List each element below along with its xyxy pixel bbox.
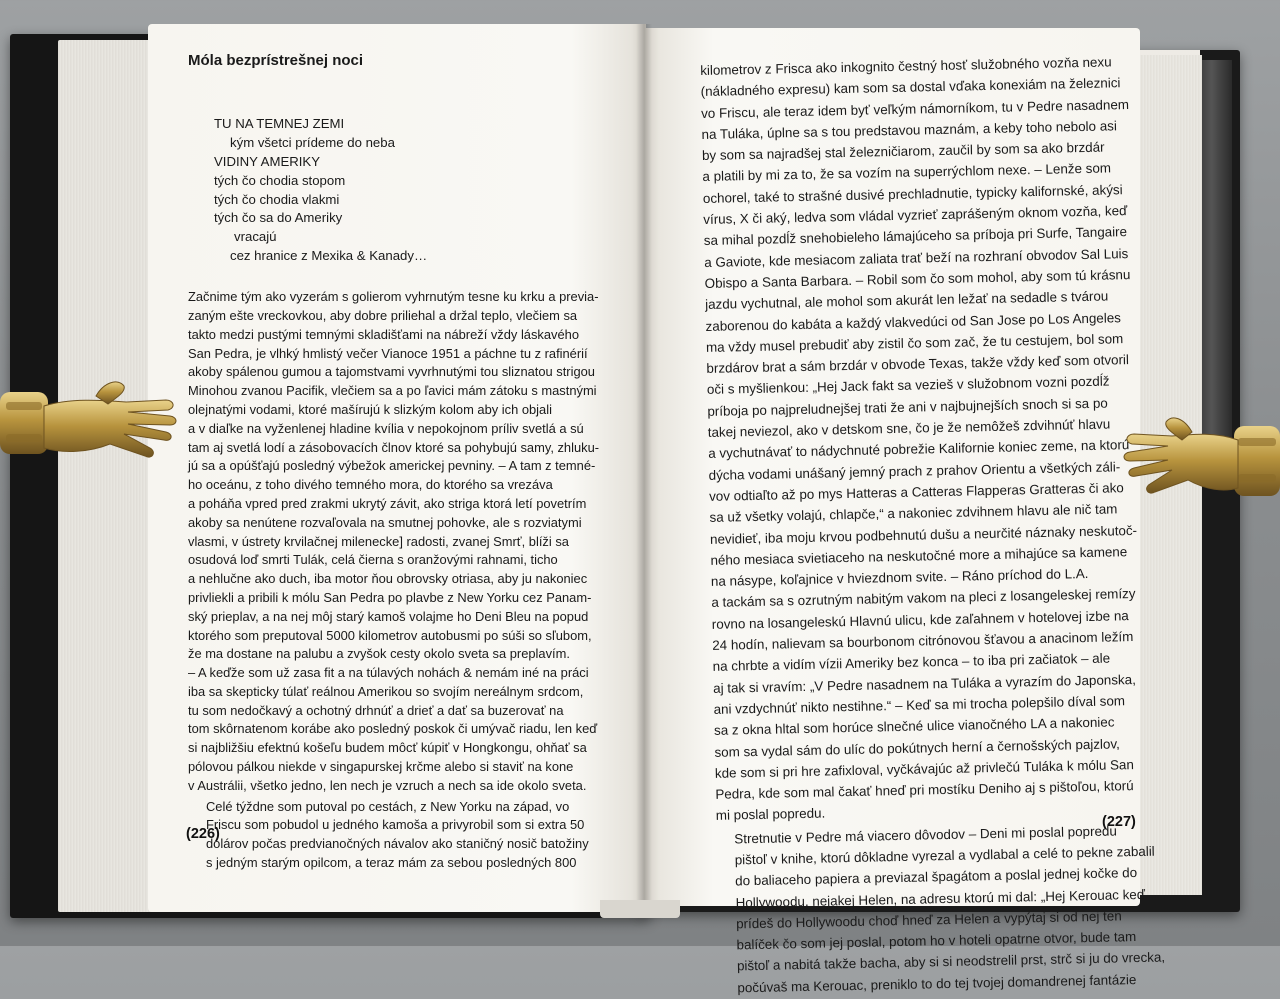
text-line: pólovou pálkou niekde v singapurskej krčme alebo si staviť na kone	[188, 759, 574, 775]
text-line: aj tak si vravím: „V Pedre nasadnem na Tuláka a vyrazím do Japonska,	[712, 671, 1136, 696]
text-line: ma vždy musel prebudiť aby zistil čo som zač, že tu cestujem, bol som	[705, 331, 1124, 355]
text-line: a nehlučne ako duch, iba motor ňou obrovsky otriasa, aby ju nakoniec	[188, 571, 588, 587]
brass-hand-left-icon	[0, 372, 200, 484]
text-line: takto medzi pustými temnými skladišťami na nábreží vždy láskavého	[188, 326, 579, 342]
poem-line: tých čo sa do Ameriky	[214, 210, 343, 226]
text-line: vírus, X či aký, ledva som vládal vyzrieť zaprášeným oknom vozňa, keď	[703, 203, 1128, 228]
text-line: oči s myšlienkou: „Hej Jack fakt sa vezieš v služobnom vozni pozdĺž	[706, 373, 1110, 398]
text-line: jazdu vychutnal, ale mohol som akurát len ležať na sedadle s tvárou	[704, 288, 1109, 313]
body-paragraph	[700, 51, 1156, 827]
text-line: osudová loď smrti Tulák, celá čierna s oranžovými rahnami, ticho	[188, 552, 558, 568]
poem-line: tých čo chodia stopom	[214, 172, 346, 188]
poem	[214, 115, 628, 266]
text-line: a vychutnávať to nádychnuté pobrežie Kalifornie koniec zeme, na ktorú	[708, 437, 1130, 462]
text-line: sa už všetky volajú, chlapče,“ a nakoniec zdvihnem hlavu ale nič tam	[709, 501, 1118, 526]
text-line: pištoľ a nabitá takže bacha, aby si si neodstrelil prst, strč si ju do vrecka,	[736, 949, 1166, 974]
poem-line: vracajú	[234, 229, 277, 245]
text-line: kde som si pri hre zafixloval, vyčkávajúc až privlečú Tuláka k mólu San	[714, 756, 1135, 781]
text-line: Obispo a Santa Barbara. – Robil som čo som mohol, aby som tú krásnu	[704, 267, 1131, 291]
text-line: olejnatými vodami, ktoré mašírujú k slizkým kolom aby ich objali	[188, 401, 552, 417]
text-line: v Austrálii, všetko jedno, len nech je vzruch a nech sa ide okolo sveta.	[188, 777, 587, 793]
text-line: Pedra, kde som mal čakať hneď pri mostíku Deniho aj s pištoľou, ktorú	[715, 778, 1134, 802]
text-line: ský prieplav, a na nej môj starý kamoš volajme ho Deni Bleu na popud	[188, 608, 589, 624]
text-line: pištoľ v knihe, ktorú dôkladne vyrezal a vydlabal a celé to pekne zabalil	[734, 843, 1155, 868]
text-line: jú sa a opúšťajú posledný výbežok americkej pevniny. – A tam z temné-	[188, 458, 596, 474]
text-line: a Gaviote, kde mesiacom zaliata trať beží na rozhraní obvodov Sal Luis	[704, 245, 1129, 270]
text-line: ochorel, také to strašné dusivé prechladnutie, typicky kalifornské, akýsi	[702, 181, 1123, 206]
text-line: – A keďže som už zasa fit a na túlavých nohách & nemám iné na práci	[188, 665, 589, 681]
text-line: vov odtiaľto až po mys Hatteras a Catteras Flapperas Gratteras či ako	[708, 480, 1124, 504]
spine-bottom	[600, 900, 680, 918]
poem-line: VIDINY AMERIKY	[214, 153, 321, 169]
text-line: som sa vydal sám do ulíc do pokútnych herní a černošských pajzlov,	[714, 735, 1120, 760]
text-line: Stretnutie v Pedre má viacero dôvodov – Deni mi poslal popredu	[734, 823, 1117, 847]
text-line: dolárov počas predvianočných návalov ako staničný nosič batožiny	[206, 836, 589, 852]
text-line: mi poslal popredu.	[715, 805, 826, 824]
text-line: sa z okna hltal som horúce slnečné ulice vianočného LA a nakoniec	[713, 714, 1115, 739]
text-line: vo Friscu, ale teraz idem byť veľkým námorníkom, tu v Pedre nasadnem	[700, 96, 1130, 121]
text-line: a v diaľke na vyženlenej hladine kvília v nepokojnom príliv svetlá a sú	[188, 420, 584, 436]
text-line: príboja po najpreludnejšej trati že ani v najbujnejších snoch si sa po	[707, 395, 1108, 419]
text-line: San Pedra, je vlhký hmlistý večer Vianoce 1951 a páchne tu z rafinérií	[188, 345, 588, 361]
body-paragraph	[188, 288, 628, 796]
text-line: tom skôrnatenom korábe ako posledný poskok či umývač riadu, len keď	[188, 721, 598, 737]
text-line: 24 hodín, nalievam sa bourbonom citrónovou šťavou a anacinom ležím	[712, 629, 1134, 653]
text-line: privliekli a pribili k mólu San Pedra po plavbe z New Yorku cez Panam-	[188, 589, 592, 605]
text-line: ani vzdychnúť nikto nestihne.“ – Keď sa mi trocha polepšilo díval som	[713, 693, 1126, 717]
text-line: nevidieť, iba moju krvou podbehnutú dušu a neurčité náznaky neskutoč-	[709, 522, 1138, 547]
left-page-content	[188, 52, 628, 873]
text-line: takej neviezol, ako v detskom sne, čo je že nemôžeš zdvihnúť hlavu	[707, 416, 1111, 440]
text-line: s jedným starým opilcom, a teraz mám za sebou posledných 800	[206, 855, 577, 871]
chapter-heading: Móla bezprístrešnej noci	[188, 52, 364, 69]
text-line: prídeš do Hollywoodu choď hneď za Helen a vypýtaj si od nej ten	[735, 908, 1122, 932]
poem-line: cez hranice z Mexika & Kanady…	[230, 248, 428, 264]
text-line: Minohou zvanou Pacifik, vlečiem sa a po ľavici mám zátoku s mastnými	[188, 383, 597, 399]
text-line: počúvaš ma Kerouac, preniklo to do tej tvojej domandrenej fantázie	[737, 971, 1137, 996]
brass-hand-right-icon	[1116, 410, 1280, 522]
text-line: Friscu som pobudol u jedného kamoša a privyrobil som si extra 50	[206, 817, 585, 833]
text-line: na násype, koľajnice v hviezdnom svite. – Ráno príchod do L.A.	[710, 566, 1089, 590]
text-line: tam aj svetlá lodí a zásobovacích člnov ktoré sa pohybujú samy, zhluku-	[188, 439, 600, 455]
text-line: na chrbte a vidím vízii Ameriky bez konca – to iba pri začiatok – ale	[712, 650, 1111, 675]
text-line: a tackám sa s ozrutným nabitým vakom na pleci z losangeleskej remízy	[711, 586, 1136, 611]
text-line: a platili by mi za to, že sa vozím na superrýchlom nexe. – Lenže som	[702, 160, 1112, 185]
text-line: akoby spálenou gumou a tajomstvami vyvrhnutými tou sliznatou strigou	[188, 364, 595, 380]
text-line: Hollywoodu, nejakej Helen, na adresu ktorú mi dal: „Hej Kerouac keď	[735, 886, 1146, 911]
text-line: (nákladného expresu) kam som sa dostal vďaka konexiám na železnici	[700, 75, 1121, 100]
text-line: ktorého som preputoval 5000 kilometrov autobusmi po súši so sľubom,	[188, 627, 592, 643]
text-line: zaborenou do kabáta a každý vlakvedúci od San Jose po Los Angeles	[705, 309, 1122, 334]
text-line: vlasmi, v ústrety krvilačnej milenecke] radosti, zvanej Smrť, blíži sa	[188, 533, 569, 549]
text-line: že ma dostane na palubu a zvyšok cesty okolo sveta sa preplavím.	[188, 646, 570, 662]
text-line: balíček čo som jej poslal, potom ho v hoteli opatrne otvor, bude tam	[736, 929, 1137, 953]
text-line: kilometrov z Frisca ako inkognito čestný hosť služobného vozňa nexu	[700, 54, 1112, 78]
right-page-content	[700, 51, 1166, 999]
text-line: si najbližšiu efektnú košeľu budem môcť kúpiť v Hongkongu, ohňať sa	[188, 740, 587, 756]
text-line: Začnime tým ako vyzerám s golierom vyhrnutým tesne ku krku a previa-	[188, 289, 599, 305]
poem-line: tých čo chodia vlakmi	[214, 191, 340, 207]
text-line: na Tuláka, úplne sa s tou predstavou maznám, a keby toho nebolo asi	[701, 118, 1117, 142]
poem-line: TU NA TEMNEJ ZEMI	[214, 115, 345, 131]
page-number: (226)	[186, 826, 220, 842]
page-number: (227)	[1102, 814, 1136, 830]
text-line: zaným ešte vreckovkou, aby dobre priliehal a držal teplo, vlečiem sa	[188, 307, 578, 323]
text-line: rovno na losangeleskú Hlavnú ulicu, kde zaľahnem v hotelovej izbe na	[711, 607, 1129, 632]
text-line: iba sa skepticky túlať reálnou Amerikou so svojím nereálnym srdcom,	[188, 683, 584, 699]
body-paragraph	[716, 819, 1166, 999]
text-line: Celé týždne som putoval po cestách, z New Yorku na západ, vo	[206, 798, 570, 814]
text-line: ného mesiaca svietiaceho na neskutočné more a mihajúce sa kamene	[710, 543, 1128, 568]
text-line: do baliaceho papiera a previazal špagátom a poslal jednej kočke do	[735, 865, 1138, 889]
text-line: a poháňa vpred pred zrakmi ukrytý závit, ako striga ktorá letí povetrím	[188, 495, 587, 511]
text-line: sa mihal pozdĺž snehobieleho lámajúceho sa príboja pri Surfe, Tangaire	[703, 224, 1128, 249]
text-line: ho oceánu, z toho divého temného mora, do ktorého sa vrezáva	[188, 477, 553, 493]
text-line: dýcha vodami unášaný jemný prach z prahov Orientu a všetkých záli-	[708, 458, 1121, 483]
poem-line: kým všetci prídeme do neba	[230, 134, 395, 150]
text-line: brzdárov brat a sám brzdár v obvode Texas, takže vždy keď som otvoril	[706, 352, 1130, 377]
text-line: akoby sa nenútene rozvaľovala na smutnej pohovke, ale s rozviatymi	[188, 514, 582, 530]
book-gutter	[636, 24, 652, 914]
text-line: by som sa najradšej stal železničiarom, zaučil by som sa ako brzdár	[701, 139, 1105, 164]
body-paragraph	[188, 798, 628, 873]
text-line: tu som nedočkavý a ochotný drhnúť a drieť a dať sa buzerovať na	[188, 702, 564, 718]
